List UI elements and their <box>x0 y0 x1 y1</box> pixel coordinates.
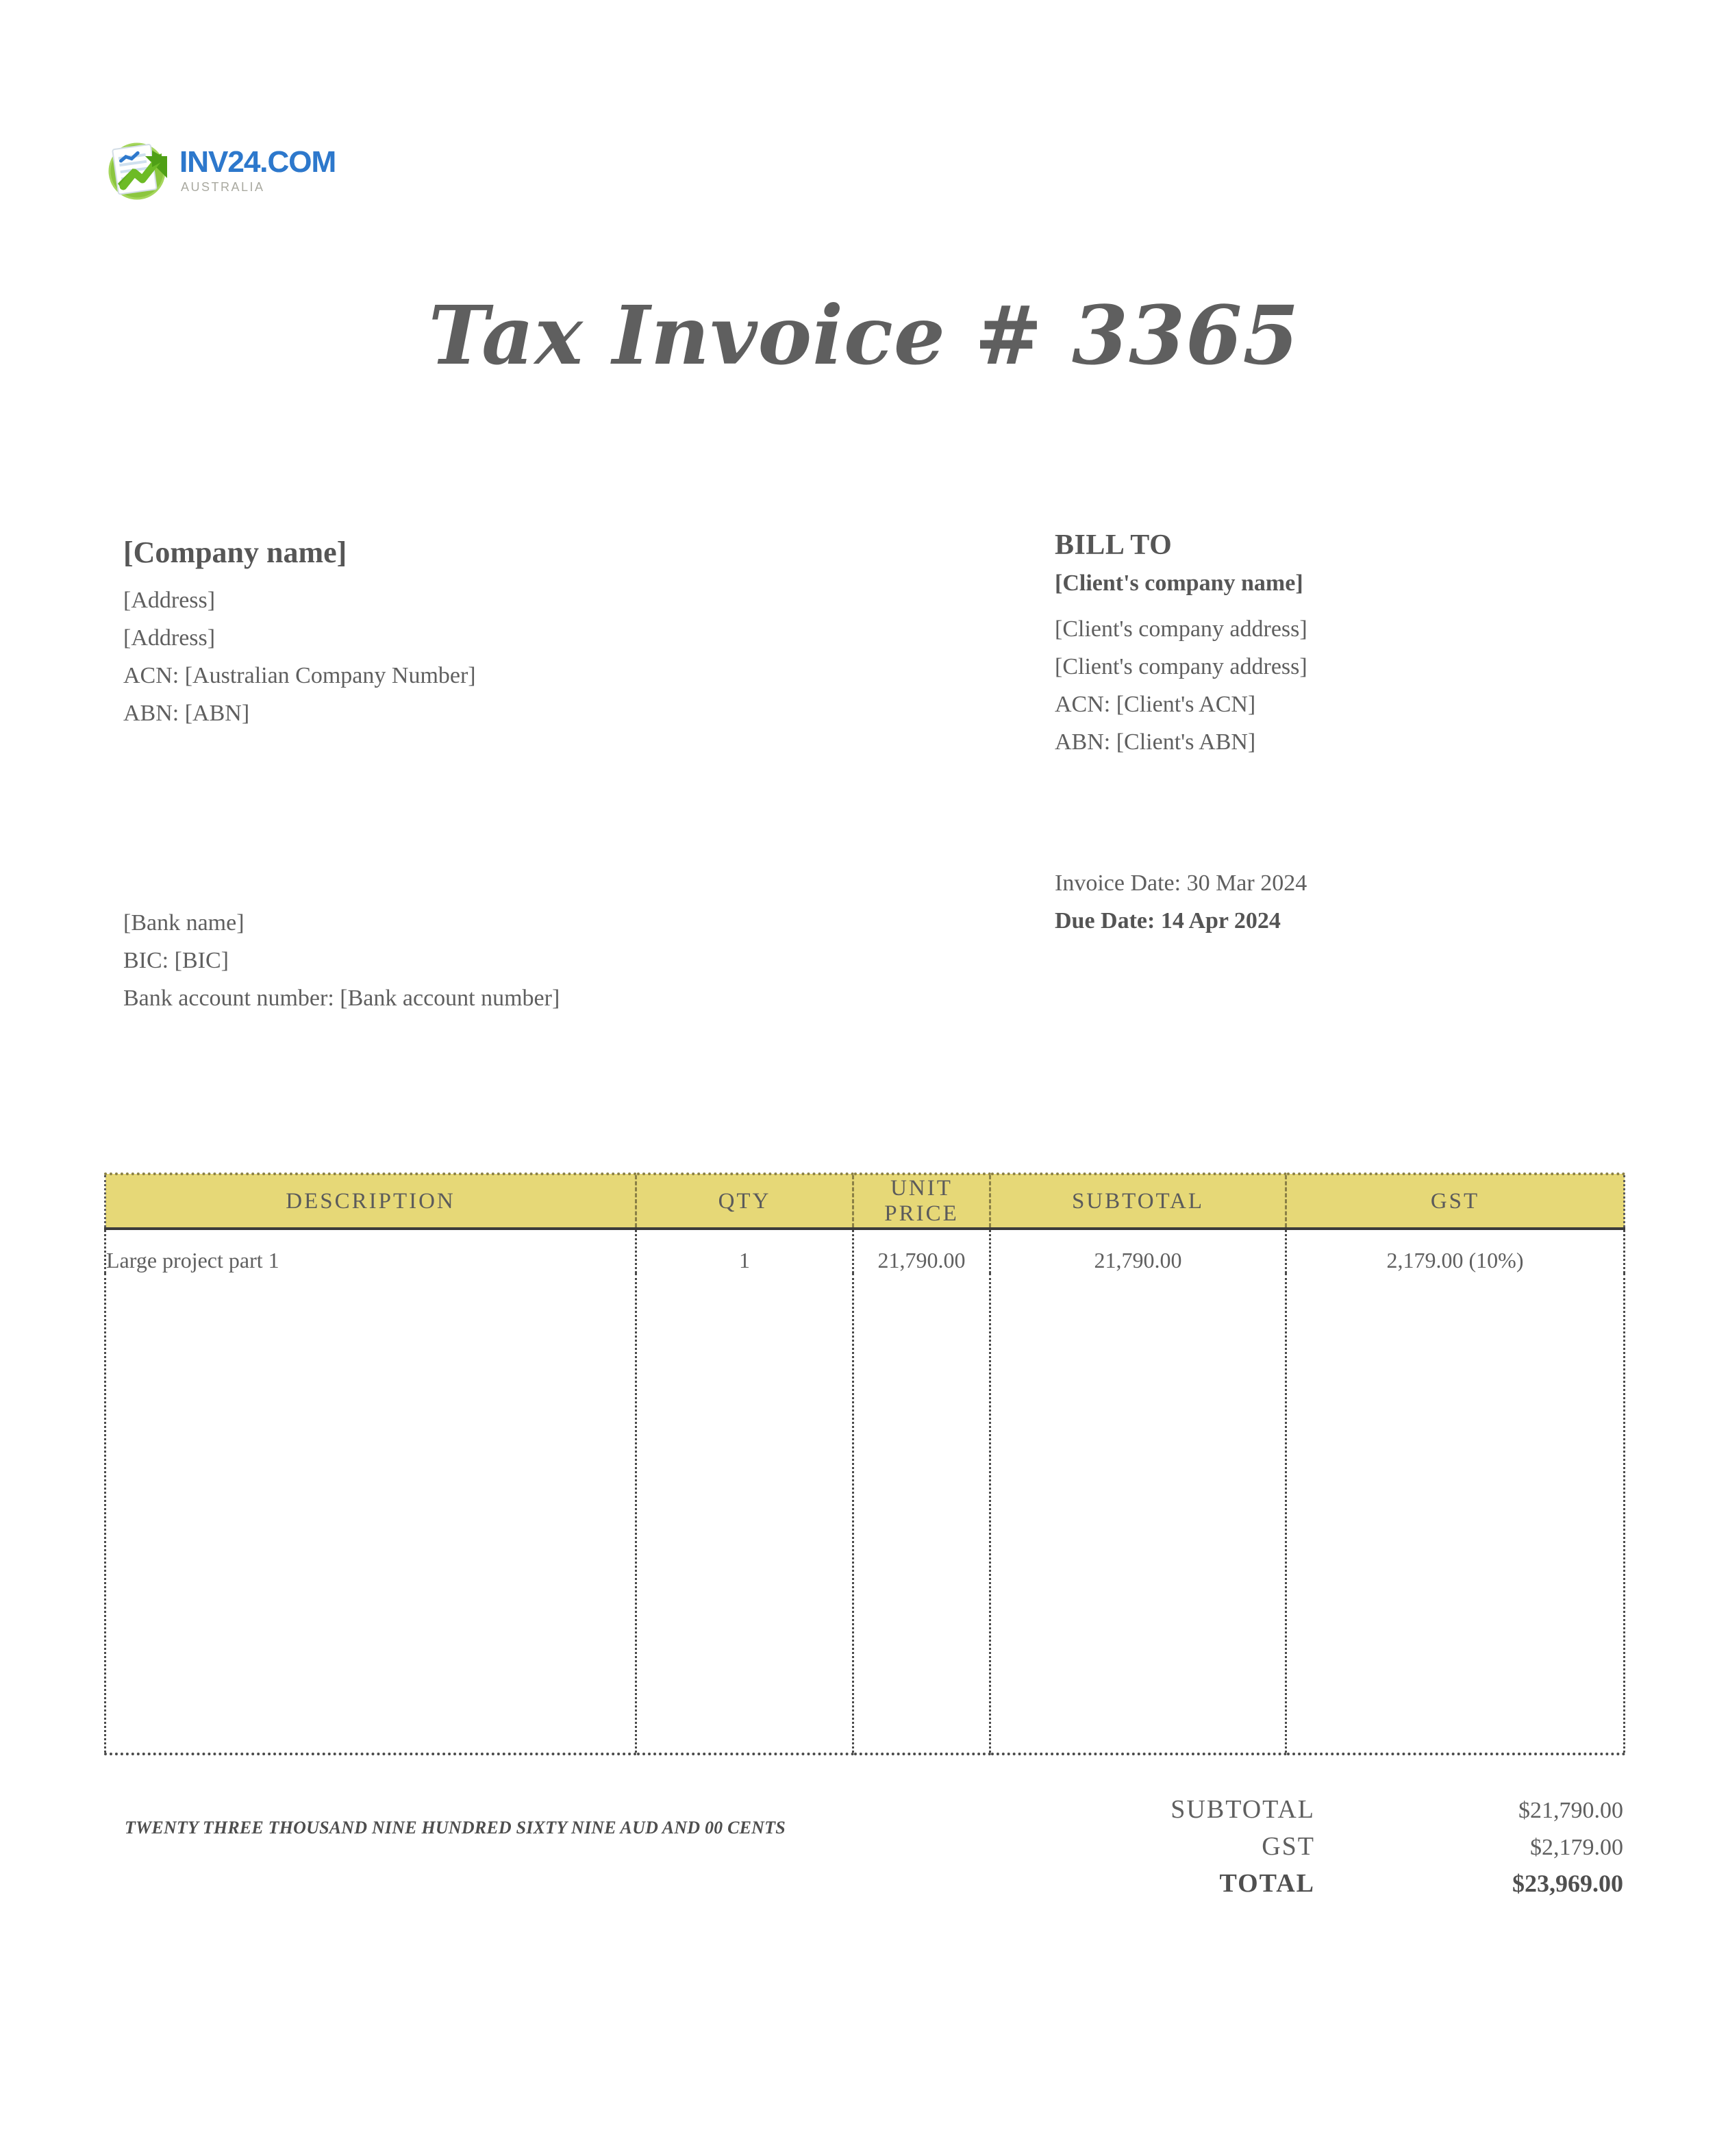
client-address-line-1: [Client's company address] <box>1055 616 1307 642</box>
logo-name: INV24.COM <box>179 145 336 179</box>
logo-wordmark <box>179 145 336 193</box>
logo-region: AUSTRALIA <box>181 179 265 194</box>
empty-cell-gst <box>1286 1273 1625 1754</box>
item-gst: 2,179.00 (10%) <box>1286 1229 1625 1273</box>
gst-row <box>1048 1831 1623 1862</box>
column-header-unit-price: UNIT PRICE <box>853 1174 990 1229</box>
inv24-logo-icon <box>104 136 170 201</box>
bill-to-details <box>1055 529 1623 761</box>
table-row <box>105 1229 1625 1273</box>
gst-value: $2,179.00 <box>1530 1835 1623 1860</box>
item-description: Large project part 1 <box>105 1229 636 1273</box>
subtotal-value: $21,790.00 <box>1518 1798 1623 1823</box>
bank-bic: BIC: [BIC] <box>123 948 229 974</box>
amount-in-words: TWENTY THREE THOUSAND NINE HUNDRED SIXTY NINE AUD AND 00 CENTS <box>125 1818 786 1838</box>
item-subtotal: 21,790.00 <box>990 1229 1286 1273</box>
bank-name: [Bank name] <box>123 910 245 936</box>
subtotal-row <box>1048 1794 1623 1825</box>
total-label: TOTAL <box>1219 1869 1315 1898</box>
client-company-name: [Client's company name] <box>1055 571 1303 597</box>
subtotal-label: SUBTOTAL <box>1170 1795 1315 1824</box>
empty-cell-qty <box>636 1273 853 1754</box>
bank-details <box>123 904 596 1017</box>
client-abn: ABN: [Client's ABN] <box>1055 729 1256 755</box>
client-acn: ACN: [Client's ACN] <box>1055 692 1256 718</box>
empty-cell-unit-price <box>853 1273 990 1754</box>
seller-abn: ABN: [ABN] <box>123 700 250 726</box>
seller-details <box>123 536 808 732</box>
column-header-qty: QTY <box>636 1174 853 1229</box>
brand-logo <box>104 136 336 201</box>
empty-cell-description <box>105 1273 636 1754</box>
column-header-subtotal: SUBTOTAL <box>990 1174 1286 1229</box>
column-header-gst: GST <box>1286 1174 1625 1229</box>
invoice-dates <box>1055 864 1623 940</box>
invoice-date: Invoice Date: 30 Mar 2024 <box>1055 870 1307 896</box>
item-unit-price: 21,790.00 <box>853 1229 990 1273</box>
line-items-body <box>105 1229 1625 1754</box>
total-row <box>1048 1868 1623 1898</box>
seller-address-line-2: [Address] <box>123 625 216 651</box>
line-items-header <box>105 1174 1625 1229</box>
item-qty: 1 <box>636 1229 853 1273</box>
gst-label: GST <box>1262 1832 1315 1861</box>
due-date: Due Date: 14 Apr 2024 <box>1055 908 1281 934</box>
totals-section <box>1048 1794 1623 1905</box>
bill-to-heading: BILL TO <box>1055 529 1173 561</box>
client-address-line-2: [Client's company address] <box>1055 654 1307 680</box>
total-value: $23,969.00 <box>1512 1870 1623 1897</box>
seller-acn: ACN: [Australian Company Number] <box>123 662 476 688</box>
table-empty-space <box>105 1273 1625 1754</box>
bank-account-number: Bank account number: [Bank account number] <box>123 986 560 1012</box>
seller-address-line-1: [Address] <box>123 587 216 613</box>
empty-cell-subtotal <box>990 1273 1286 1754</box>
table-header-row <box>105 1174 1625 1229</box>
seller-company-name: [Company name] <box>123 536 347 569</box>
line-items-table <box>104 1173 1625 1755</box>
column-header-description: DESCRIPTION <box>105 1174 636 1229</box>
page-title: Tax Invoice # 3365 <box>428 288 1300 383</box>
